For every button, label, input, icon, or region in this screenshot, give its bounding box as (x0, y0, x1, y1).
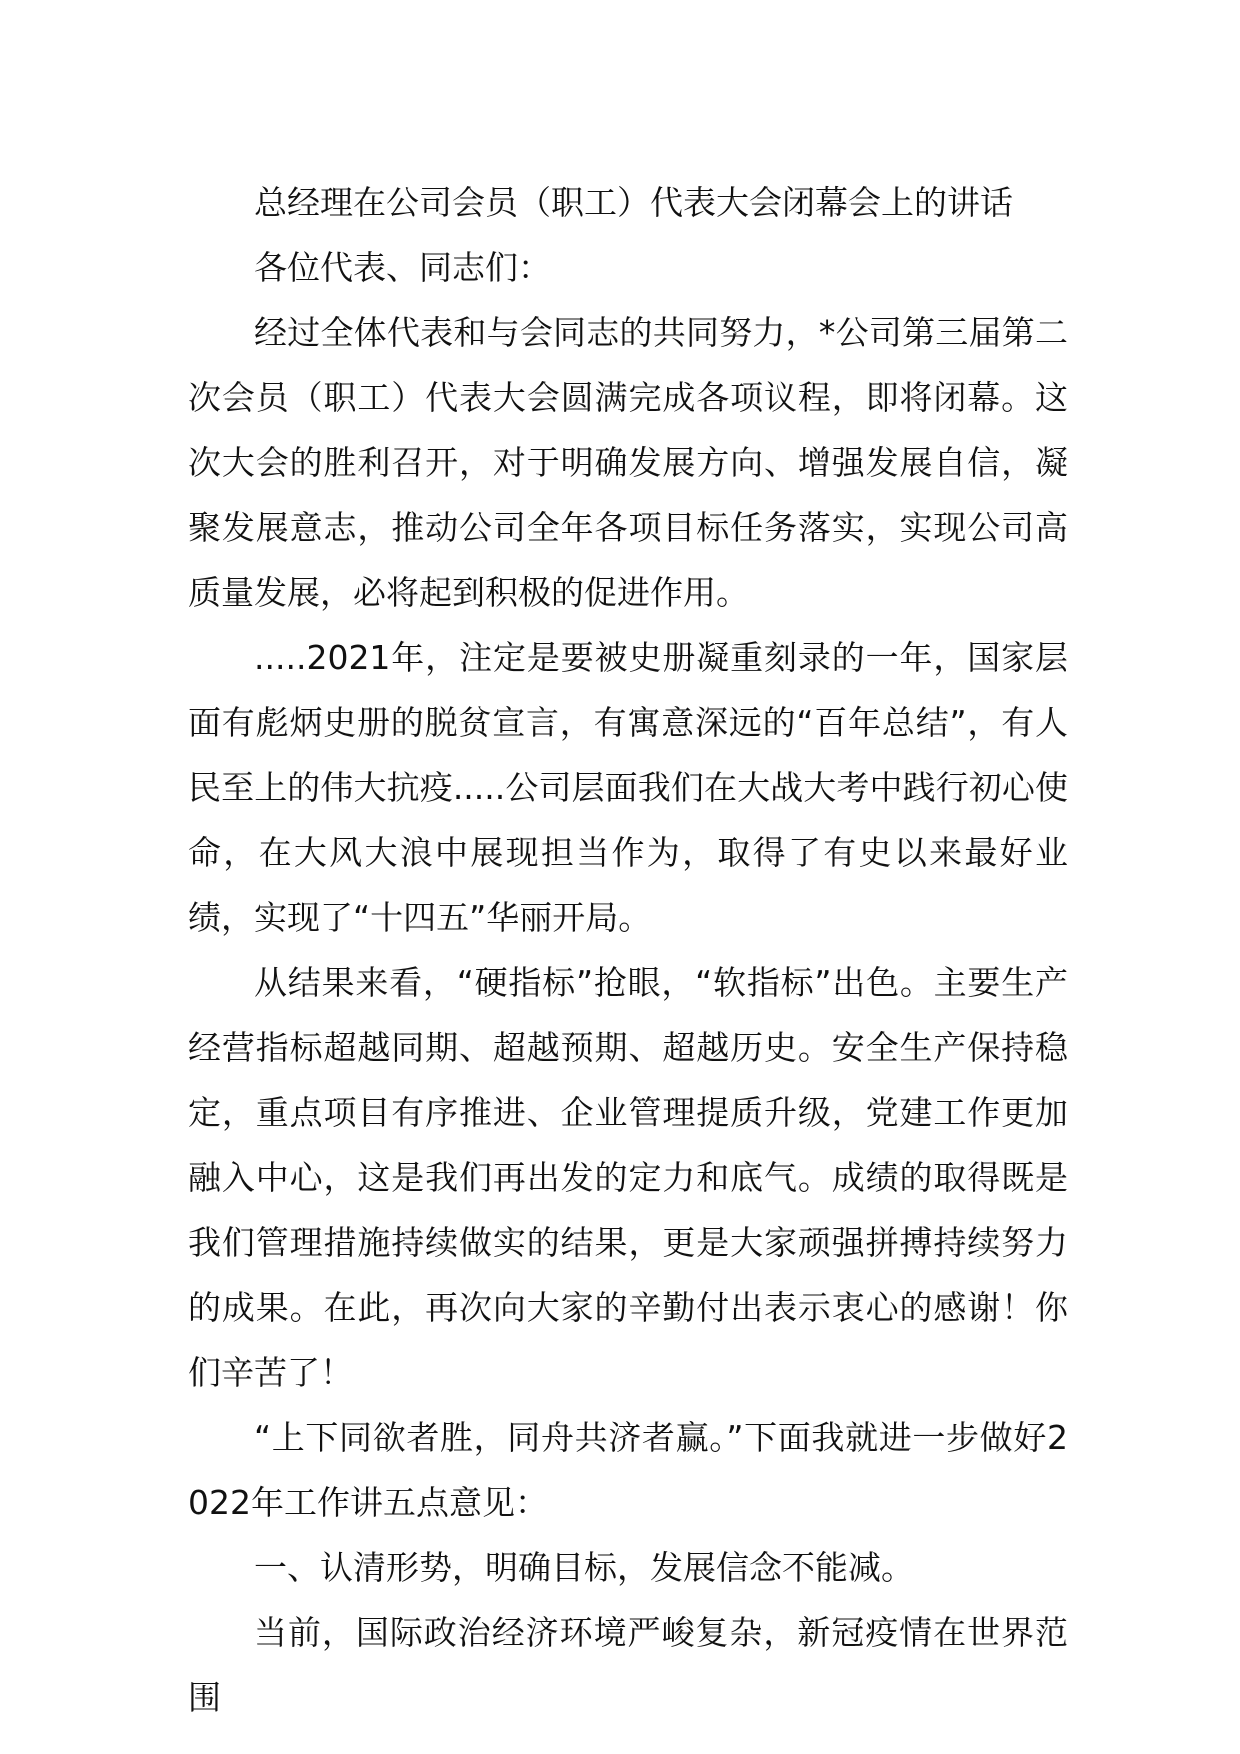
paragraph-results: 从结果来看，“硬指标”抢眼，“软指标”出色。主要生产经营指标超越同期、超越预期、超越历史。安全生产保持稳定，重点项目有序推进、企业管理提质升级，党建工作更加融入中心，这是我们再出发的定力和底气。成绩的取得既是我们管理措施持续做实的结果，更是大家顽强拼搏持续努力的成果。在此，再次向大家的辛勤付出表示衷心的感谢！你们辛苦了！ (188, 963, 1068, 1392)
paragraph-opening: 经过全体代表和与会同志的共同努力，*公司第三届第二次会员（职工）代表大会圆满完成各项议程，即将闭幕。这次大会的胜利召开，对于明确发展方向、增强发展自信，凝聚发展意志，推动公司全年各项目标任务落实，实现公司高质量发展，必将起到积极的促进作用。 (188, 313, 1068, 612)
paragraph-2021-review: .....2021年，注定是要被史册凝重刻录的一年，国家层面有彪炳史册的脱贫宣言，有寓意深远的“百年总结”，有人民至上的伟大抗疫.....公司层面我们在大战大考中践行初心使命，在大风大浪中展现担当作为，取得了有史以来最好业绩，实现了“十四五”华丽开局。 (188, 638, 1068, 937)
salutation: 各位代表、同志们： (254, 248, 551, 287)
document-title: 总经理在公司会员（职工）代表大会闭幕会上的讲话 (254, 183, 1013, 222)
section-heading-1: 一、认清形势，明确目标，发展信念不能减。 (254, 1548, 914, 1587)
document-body (188, 170, 1068, 1730)
paragraph-2022-intro: “上下同欲者胜，同舟共济者赢。”下面我就进一步做好2022年工作讲五点意见： (188, 1418, 1068, 1522)
paragraph-situation: 当前，国际政治经济环境严峻复杂，新冠疫情在世界范围 (188, 1613, 1068, 1717)
